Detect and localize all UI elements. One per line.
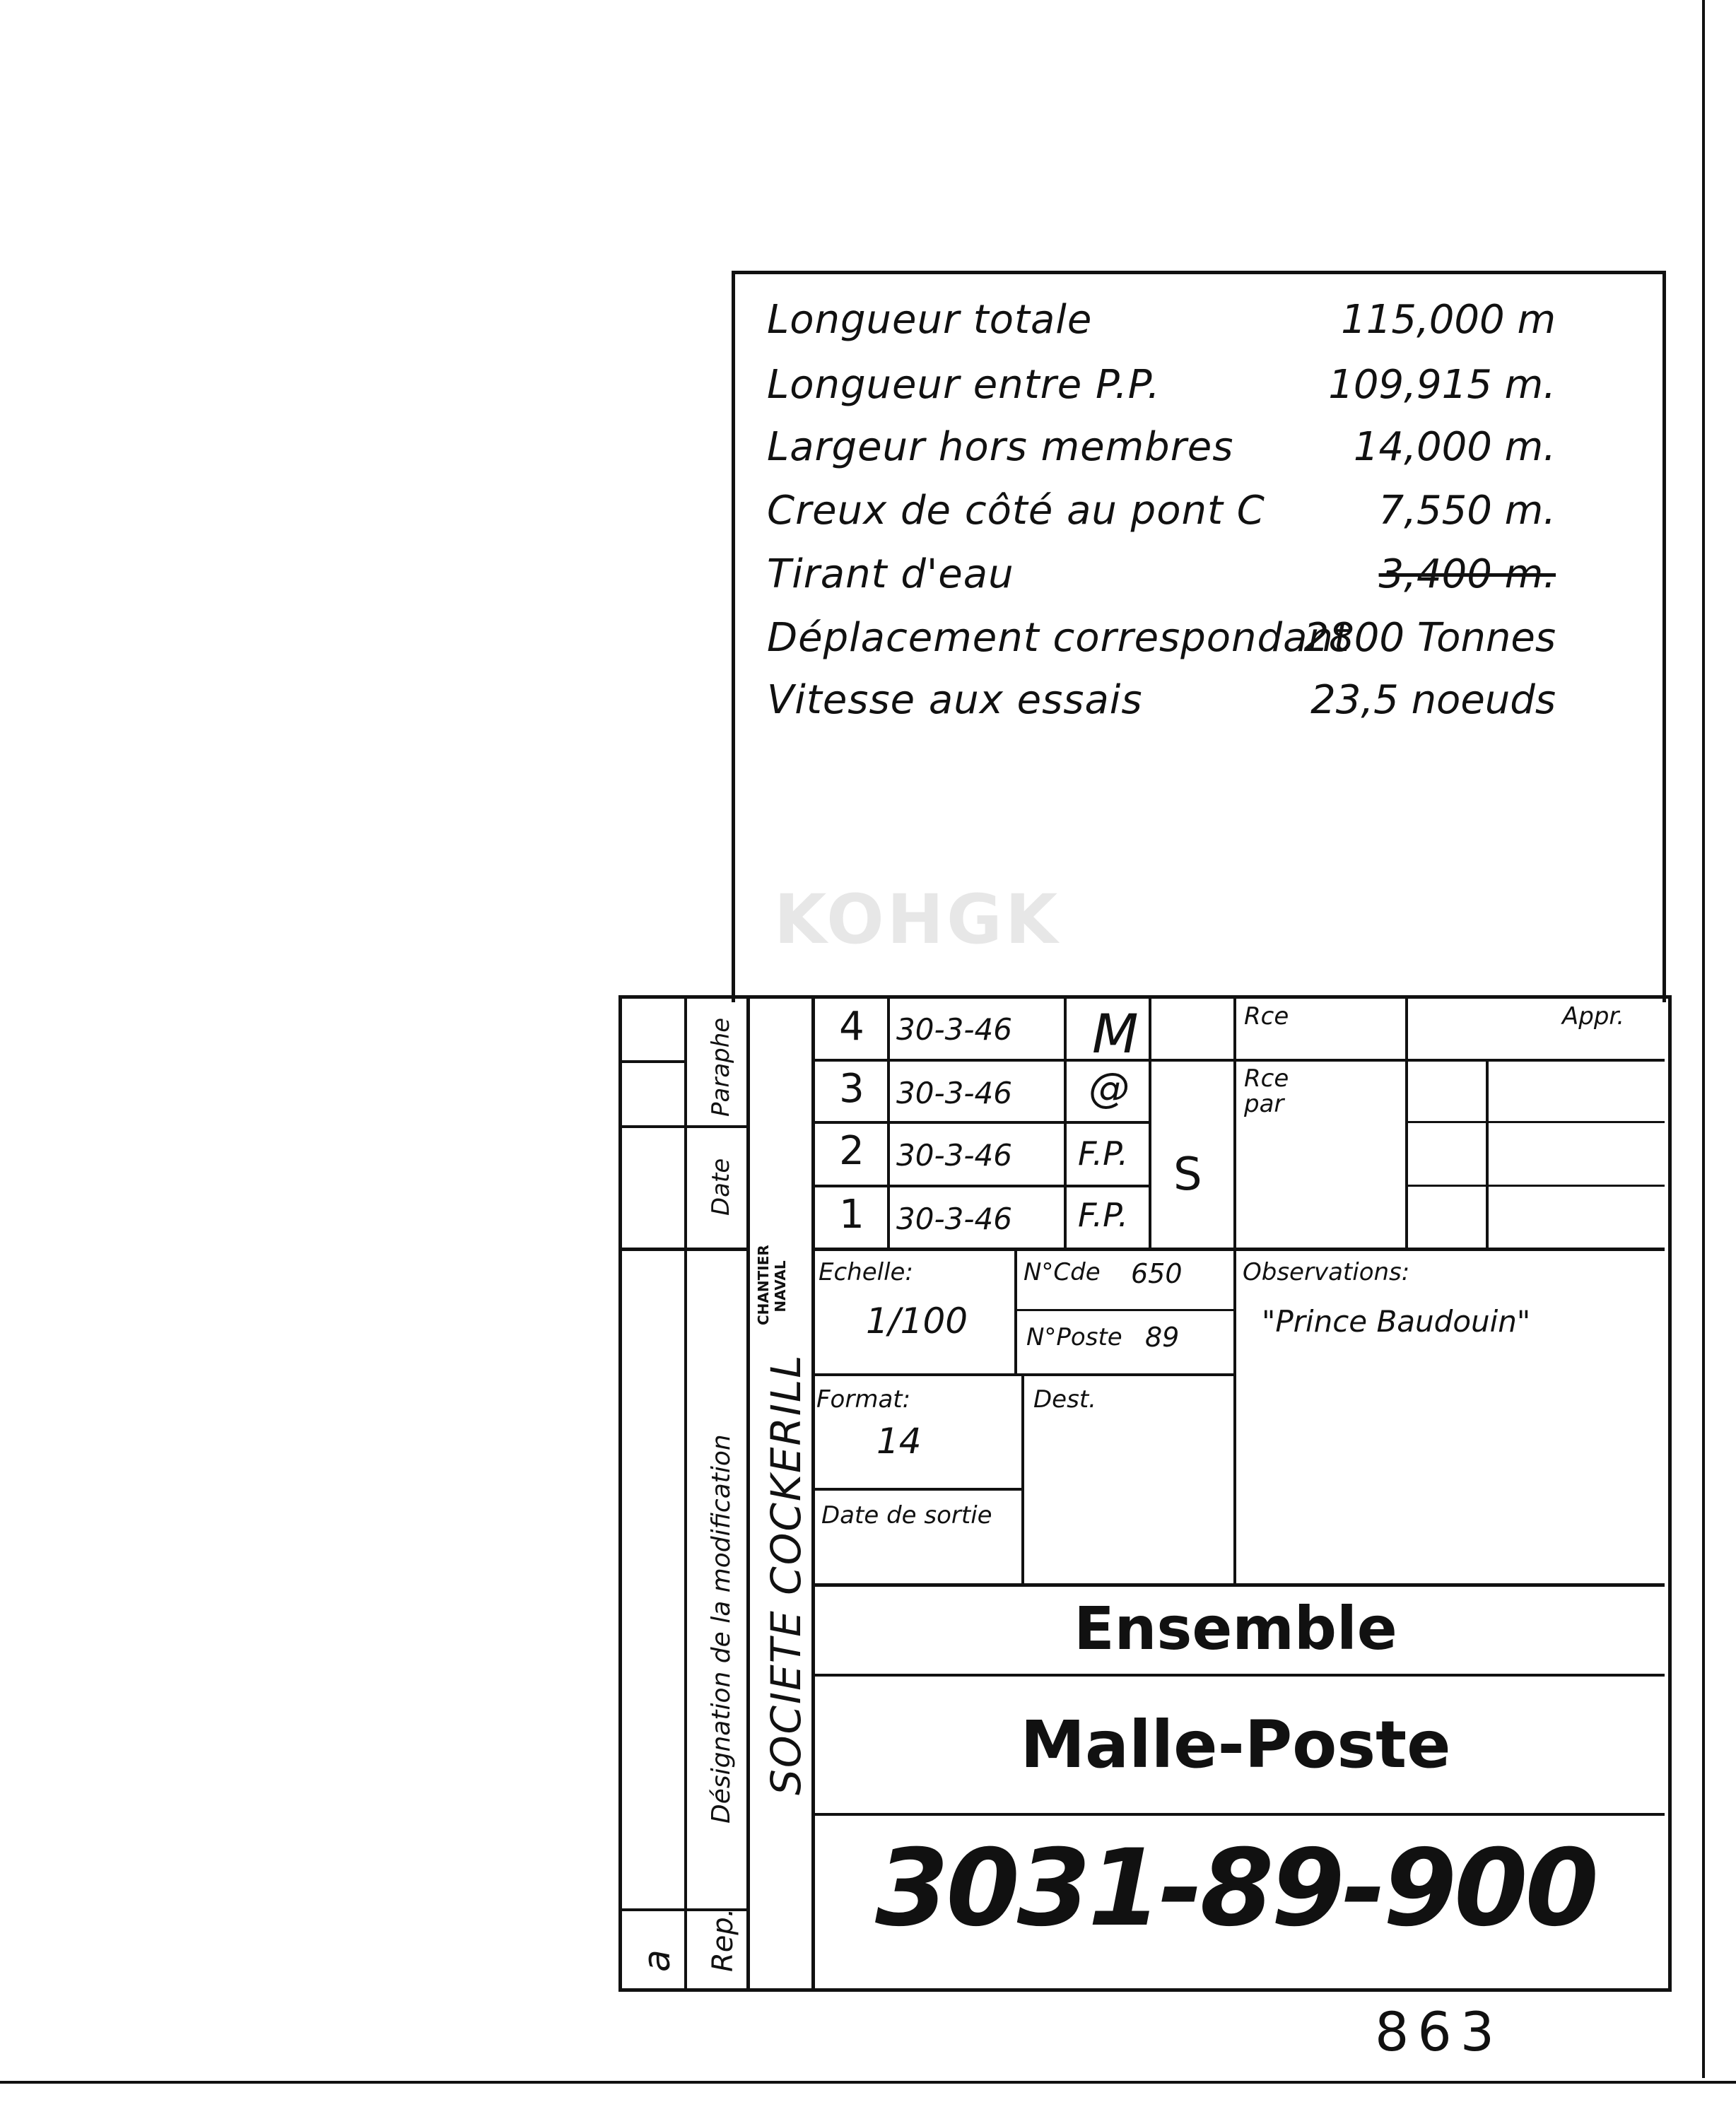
spec-value-creux: 7,550 m. — [1378, 488, 1556, 534]
dest-label: Dest. — [1033, 1385, 1096, 1414]
rev-appr-grid-1 — [1405, 1121, 1665, 1123]
rev-date-4: 30-3-46 — [896, 1012, 1012, 1047]
format-value: 14 — [876, 1421, 922, 1462]
rev-s-mark: S — [1173, 1149, 1202, 1201]
info-row-3 — [811, 1583, 1665, 1587]
rev-date-2: 30-3-46 — [896, 1138, 1012, 1173]
spec-value-longueur-pp: 109,915 m. — [1328, 362, 1556, 408]
label-date: Date — [707, 1158, 735, 1216]
info-row-ncde — [1014, 1309, 1236, 1311]
watermark: KOHGK — [774, 880, 1061, 959]
ncde-value: 650 — [1131, 1258, 1183, 1289]
spec-label-vitesse: Vitesse aux essais — [767, 677, 1143, 723]
spec-value-longueur-totale: 115,000 m — [1341, 297, 1556, 343]
rev-col-date — [1064, 995, 1067, 1250]
date-sortie-label: Date de sortie — [821, 1501, 992, 1530]
rev-visa-3: @ — [1089, 1064, 1130, 1112]
format-label: Format: — [816, 1385, 911, 1414]
spec-value-tirant: 3,400 m. — [1378, 551, 1556, 597]
rev-row-line-1 — [811, 1059, 1665, 1062]
label-paraphe: Paraphe — [707, 1017, 735, 1117]
spec-label-longueur-pp: Longueur entre P.P. — [767, 362, 1161, 408]
nposte-value: 89 — [1145, 1322, 1180, 1353]
rev-num-3: 3 — [839, 1066, 864, 1112]
left-col-sep-3 — [618, 1248, 749, 1251]
rev-col-rce — [1233, 995, 1236, 1250]
info-col-2 — [1233, 1248, 1236, 1587]
spec-label-tirant: Tirant d'eau — [767, 551, 1014, 597]
spec-label-longueur-totale: Longueur totale — [767, 297, 1093, 343]
rev-row-line-3 — [811, 1185, 1151, 1187]
rev-date-1: 30-3-46 — [896, 1202, 1012, 1236]
rev-visa-4: M — [1092, 1002, 1139, 1065]
rev-appr-grid-2 — [1405, 1185, 1665, 1187]
observations-value: "Prince Baudouin" — [1262, 1304, 1531, 1339]
echelle-value: 1/100 — [866, 1301, 968, 1342]
label-rep: Rep. — [707, 1908, 739, 1972]
rev-rce-label: Rce — [1244, 1002, 1289, 1031]
spec-label-largeur: Largeur hors membres — [767, 424, 1234, 470]
rev-row-line-2 — [811, 1121, 1151, 1124]
page-bottom-edge — [0, 2081, 1736, 2084]
rev-col-num — [887, 995, 890, 1250]
rev-row-line-4 — [811, 1248, 1665, 1251]
company-name: SOCIETE COCKERILL — [762, 1354, 810, 1795]
rev-num-1: 1 — [839, 1192, 864, 1238]
echelle-label: Echelle: — [819, 1258, 913, 1286]
title-malle-poste: Malle-Poste — [1020, 1707, 1451, 1783]
spec-value-deplacement: 2800 Tonnes — [1303, 615, 1556, 661]
rev-date-3: 30-3-46 — [896, 1076, 1012, 1110]
company-chantier: CHANTIER NAVAL — [755, 1245, 789, 1325]
spec-label-deplacement: Déplacement correspondant — [767, 615, 1350, 661]
title-row-1 — [811, 1674, 1665, 1677]
page-right-edge — [1702, 0, 1705, 2078]
ncde-label: N°Cde — [1024, 1258, 1101, 1286]
spec-value-vitesse: 23,5 noeuds — [1310, 677, 1556, 723]
info-row-1 — [811, 1373, 1236, 1376]
rev-num-4: 4 — [839, 1004, 864, 1050]
rev-num-2: 2 — [839, 1128, 864, 1174]
nposte-label: N°Poste — [1026, 1323, 1122, 1351]
label-a: a — [636, 1949, 679, 1972]
rev-col-appr-mid — [1486, 1059, 1489, 1250]
sheet-number: 863 — [1375, 2000, 1503, 2063]
divider-v1 — [684, 995, 687, 1988]
rev-visa-2: F.P. — [1078, 1134, 1129, 1173]
rev-visa-1: F.P. — [1078, 1196, 1129, 1234]
title-ensemble: Ensemble — [1074, 1594, 1397, 1663]
info-col-1 — [1014, 1248, 1017, 1375]
drawing-number: 3031-89-900 — [875, 1827, 1596, 1950]
spec-label-creux: Creux de côté au pont C — [767, 488, 1265, 534]
info-row-2 — [811, 1488, 1024, 1491]
rev-col-visa — [1149, 995, 1151, 1250]
left-col-sep-2 — [618, 1125, 749, 1128]
title-row-2 — [811, 1813, 1665, 1816]
rev-rce-par-label: Rce par — [1244, 1064, 1289, 1118]
left-col-sep-1 — [618, 1060, 684, 1063]
observations-label: Observations: — [1243, 1258, 1410, 1286]
divider-v2 — [746, 995, 750, 1988]
info-col-1b — [1021, 1375, 1024, 1587]
rev-appr-label: Appr. — [1562, 1002, 1625, 1031]
spec-value-largeur: 14,000 m. — [1353, 424, 1556, 470]
label-designation: Désignation de la modification — [707, 1434, 736, 1824]
